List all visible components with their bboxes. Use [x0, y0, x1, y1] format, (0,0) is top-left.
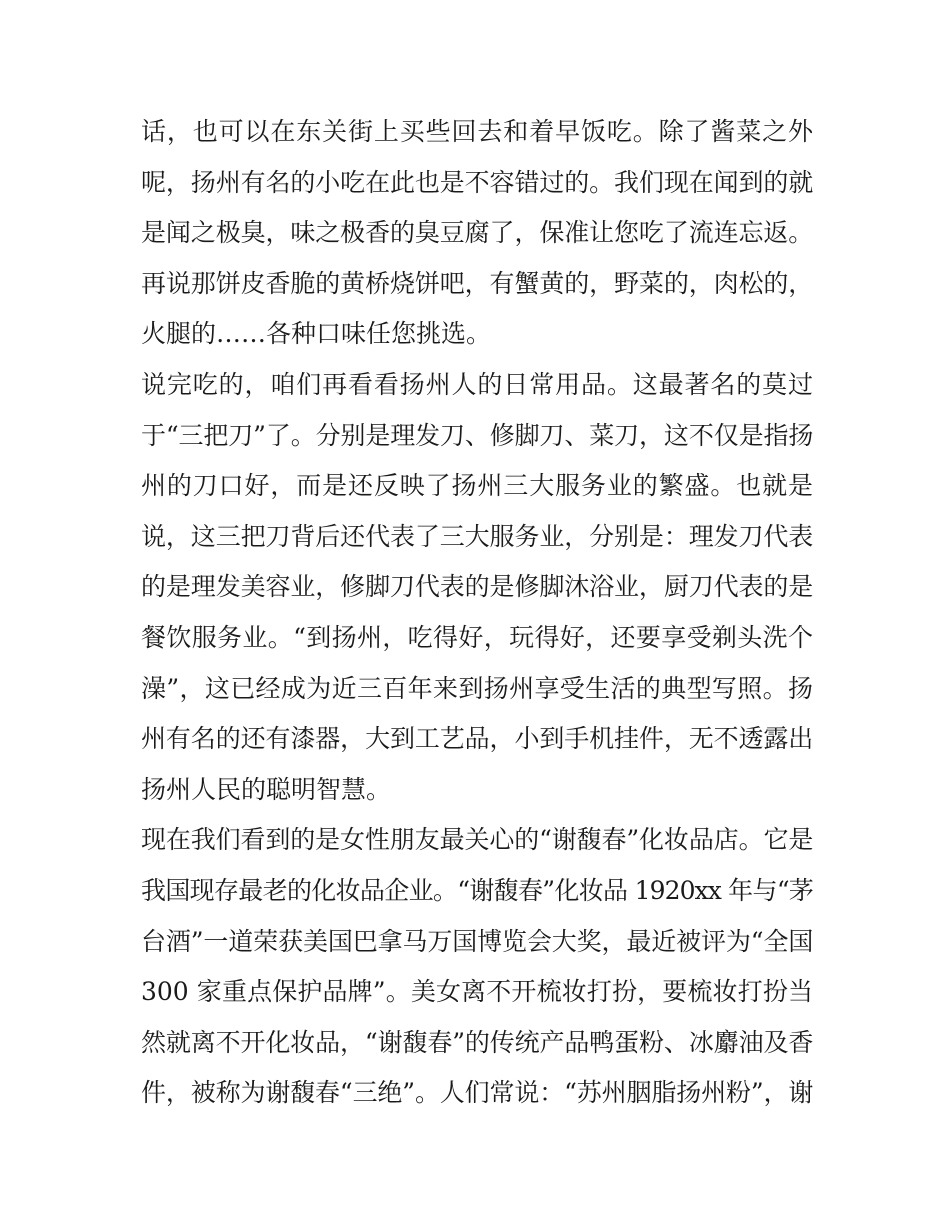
text-line: 州的刀口好，而是还反映了扬州三大服务业的繁盛。也就是	[141, 471, 813, 501]
text-line: 是闻之极臭，味之极香的臭豆腐了，保准让您吃了流连忘返。	[141, 218, 813, 248]
text-line: 呢，扬州有名的小吃在此也是不容错过的。我们现在闻到的就	[141, 167, 813, 197]
text-line: 澡”，这已经成为近三百年来到扬州享受生活的典型写照。扬	[141, 673, 813, 703]
text-line: 然就离不开化妆品，“谢馥春”的传统产品鸭蛋粉、冰麝油及香	[141, 1027, 813, 1057]
text-line: 台酒”一道荣获美国巴拿马万国博览会大奖，最近被评为“全国	[141, 926, 813, 956]
text-line: 再说那饼皮香脆的黄桥烧饼吧，有蟹黄的，野菜的，肉松的，	[141, 268, 813, 298]
text-line: 火腿的……各种口味任您挑选。	[141, 319, 492, 349]
text-line: 扬州人民的聪明智慧。	[141, 774, 392, 804]
text-line: 300 家重点保护品牌”。美女离不开梳妆打扮，要梳妆打扮当	[141, 977, 813, 1007]
paragraph	[141, 107, 813, 360]
text-line: 州有名的还有漆器，大到工艺品，小到手机挂件，无不透露出	[141, 724, 813, 754]
text-line: 餐饮服务业。“到扬州，吃得好，玩得好，还要享受剃头洗个	[141, 622, 813, 652]
text-line: 说完吃的，咱们再看看扬州人的日常用品。这最著名的莫过	[141, 369, 813, 399]
text-line: 现在我们看到的是女性朋友最关心的“谢馥春”化妆品店。它是	[141, 825, 813, 855]
text-line: 说，这三把刀背后还代表了三大服务业，分别是：理发刀代表	[141, 521, 813, 551]
text-line: 我国现存最老的化妆品企业。“谢馥春”化妆品 1920xx 年与“茅	[141, 875, 813, 905]
text-line: 的是理发美容业，修脚刀代表的是修脚沐浴业，厨刀代表的是	[141, 572, 813, 602]
paragraph	[141, 815, 813, 1119]
document-body	[141, 107, 813, 1119]
text-line: 话，也可以在东关街上买些回去和着早饭吃。除了酱菜之外	[141, 117, 813, 146]
text-line: 于“三把刀”了。分别是理发刀、修脚刀、菜刀，这不仅是指扬	[141, 420, 813, 450]
paragraph	[141, 360, 813, 815]
text-line: 件，被称为谢馥春“三绝”。人们常说：“苏州胭脂扬州粉”，谢	[141, 1078, 813, 1108]
